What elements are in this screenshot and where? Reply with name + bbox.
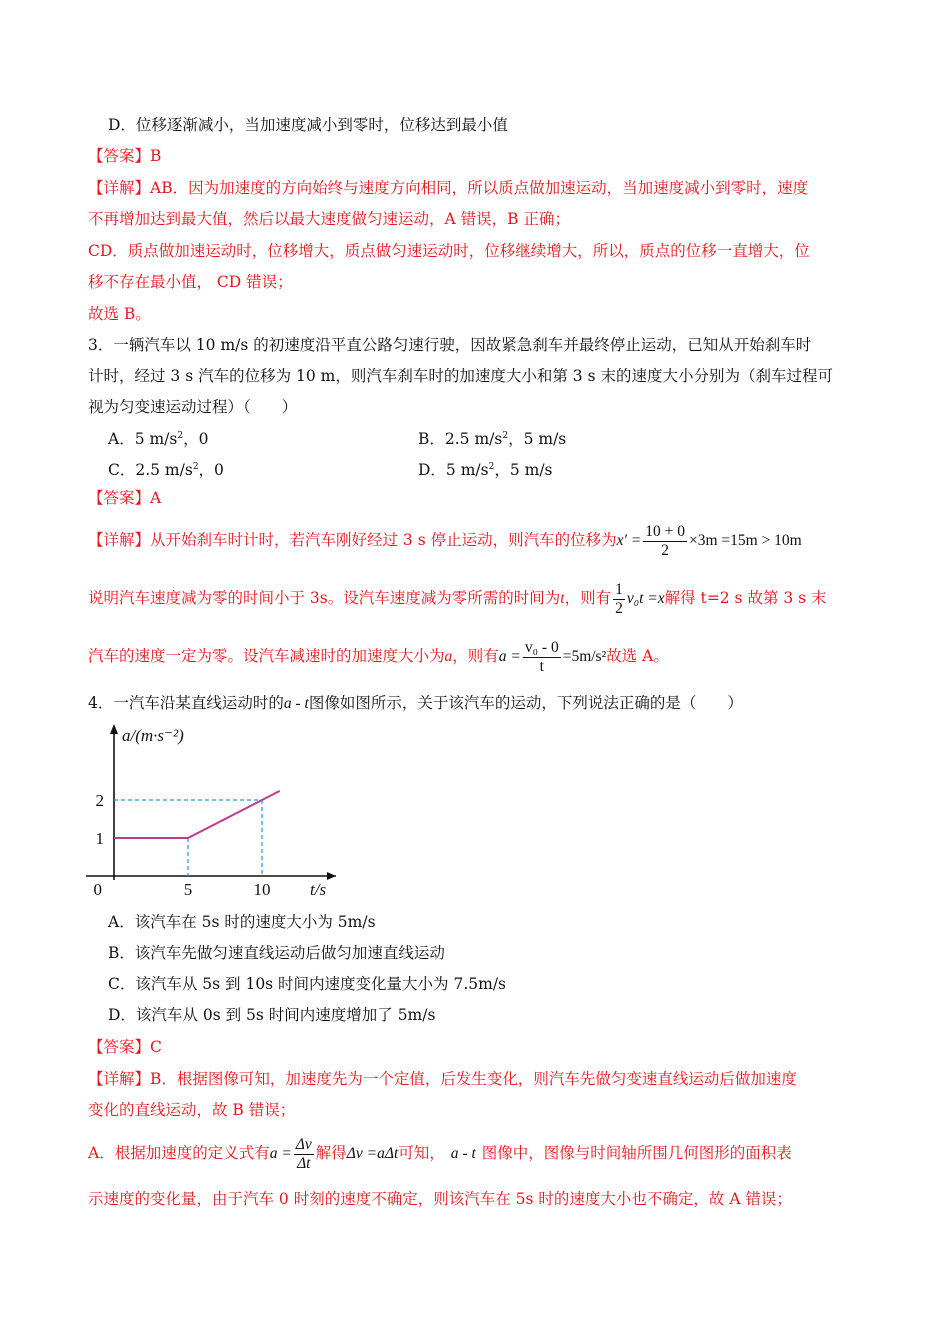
q2-explanation-line-3: CD．质点做加速运动时，位移增大，质点做匀速运动时，位移继续增大，所以，质点的位移一直增大，位 bbox=[88, 242, 810, 260]
x-tick-label-5: 5 bbox=[183, 880, 193, 899]
q4-option-b: B．该汽车先做匀速直线运动后做匀加速直线运动 bbox=[108, 944, 445, 962]
q4-option-d: D．该汽车从 0s 到 5s 时间内速度增加了 5m/s bbox=[108, 1006, 436, 1024]
q3-stem-line-1: 3．一辆汽车以 10 m/s 的初速度沿平直公路匀速行驶，因故紧急刹车并最终停止运动，已知从开始刹车时 bbox=[88, 336, 812, 354]
q4-explanation-line-1: 【详解】B．根据图像可知，加速度先为一个定值，后发生变化，则汽车先做匀变速直线运动后做加速度 bbox=[88, 1070, 797, 1088]
q3-explanation-line-2: 说明汽车速度减为零的时间小于 3s。设汽车速度减为零所需的时间为t，则有 $\frac{1}{2}$ v₀t =x解得 t=2 s 故第 3 s 末 bbox=[88, 580, 827, 617]
q3-option-b: B．2.5 $m/s^2$，5 m/s bbox=[418, 430, 567, 448]
q2-explanation-line-1: 【详解】AB．因为加速度的方向始终与速度方向相同，所以质点做加速运动，当加速度减小到零时，速度 bbox=[88, 179, 809, 197]
q4-option-c: C．该汽车从 5s 到 10s 时间内速度变化量大小为 7.5m/s bbox=[108, 975, 507, 993]
q3-stem-line-2: 计时，经过 3 s 汽车的位移为 10 m，则汽车刹车时的加速度大小和第 3 s 末的速度大小分别为（刹车过程可 bbox=[88, 367, 833, 385]
a-t-graph bbox=[86, 722, 346, 900]
q4-option-a: A．该汽车在 5s 时的速度大小为 5m/s bbox=[108, 913, 376, 931]
q2-explanation-line-2: 不再增加达到最大值，然后以最大速度做匀速运动，A 错误，B 正确； bbox=[88, 210, 570, 228]
origin-label: 0 bbox=[93, 880, 102, 899]
q3-answer: 【答案】A bbox=[88, 489, 162, 507]
q4-explanation-line-4: 示速度的变化量，由于汽车 0 时刻的速度不确定，则该汽车在 5s 时的速度大小也不确定，故 A 错误； bbox=[88, 1190, 792, 1208]
q3-stem-line-3: 视为匀变速运动过程）（ ） bbox=[88, 398, 298, 416]
y-axis-label: a/(m·s⁻²) bbox=[122, 726, 184, 745]
q2-answer: 【答案】B bbox=[88, 147, 162, 165]
y-tick-label-2: 2 bbox=[95, 791, 104, 810]
y-tick-label-1: 1 bbox=[95, 829, 104, 848]
q4-explanation-line-3: A．根据加速度的定义式有a = $\frac{\Delta v}{\Delta t}$ 解得Δv =aΔt可知， a - t 图像中，图像与时间轴所围几何图形的面积表 bbox=[88, 1135, 792, 1172]
q3-explanation-line-3: 汽车的速度一定为零。设汽车减速时的加速度大小为a，则有a = $\frac{\text{v₀ - 0}}{t}$ =5m/s²故选 A。 bbox=[88, 638, 669, 675]
q2-explanation-line-4: 移不存在最小值， CD 错误； bbox=[88, 273, 293, 291]
q3-option-d: D．5 $m/s^2$，5 m/s bbox=[418, 461, 553, 479]
q2-option-d: D．位移逐渐减小，当加速度减小到零时，位移达到最小值 bbox=[108, 116, 508, 134]
q3-option-a: A．5 $m/s^2$，0 bbox=[108, 430, 209, 448]
q4-explanation-line-2: 变化的直线运动，故 B 错误； bbox=[88, 1101, 296, 1119]
q2-explanation-line-5: 故选 B。 bbox=[88, 305, 151, 323]
q4-answer: 【答案】C bbox=[88, 1038, 162, 1056]
series-line bbox=[114, 791, 280, 838]
q4-stem: 4．一汽车沿某直线运动时的a - t图像如图所示，关于该汽车的运动，下列说法正确的是（ ） bbox=[88, 694, 743, 712]
y-axis-arrow bbox=[110, 724, 118, 734]
x-tick-label-10: 10 bbox=[253, 880, 271, 899]
x-axis-label: t/s bbox=[310, 880, 327, 899]
x-axis-arrow bbox=[327, 872, 336, 880]
q3-explanation-line-1: 【详解】从开始刹车时计时，若汽车刚好经过 3 s 停止运动，则汽车的位移为x′ = $\frac{10 + 0}{2}$ ×3m =15m > 10m bbox=[88, 522, 802, 559]
q3-option-c: C．2.5 $m/s^2$，0 bbox=[108, 461, 224, 479]
